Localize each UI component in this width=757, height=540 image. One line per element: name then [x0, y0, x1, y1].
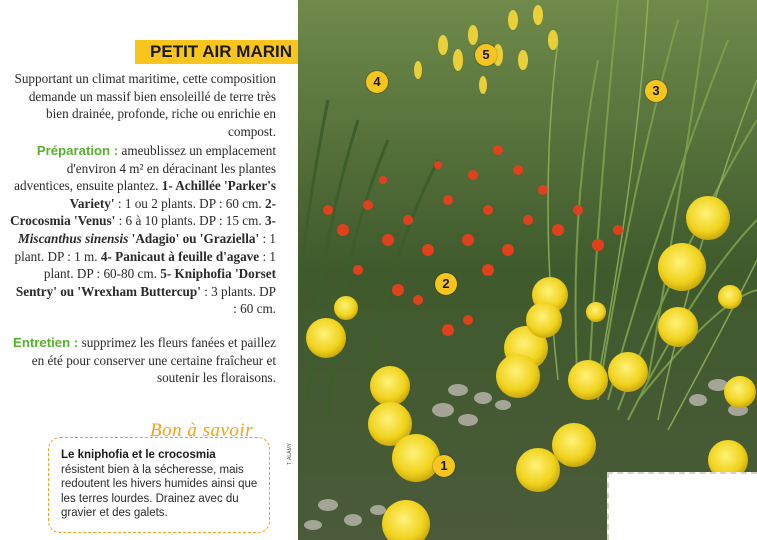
photo-credit: T. ALAMY	[287, 443, 293, 465]
entretien-paragraph	[10, 334, 276, 387]
entretien-text: supprimez les fleurs fanées et paillez en été pour conserver une certaine fraîcheur et soutenir les floraisons.	[31, 335, 276, 386]
page-title: PETIT AIR MARIN	[135, 40, 298, 64]
preparation-paragraph	[10, 142, 276, 318]
plant-3-latin-name: Miscanthus sinensis	[18, 230, 129, 246]
plant-1-details: : 1 ou 2 plants. DP : 60 cm.	[114, 195, 262, 211]
corner-cutout	[607, 472, 757, 540]
marker-3: 3	[645, 80, 667, 102]
plant-5-details: : 3 plants. DP : 60 cm.	[200, 283, 276, 317]
tip-text: résistent bien à la sécheresse, mais redoutent les hivers humides ainsi que les terres lourdes. Drainez avec du gravier et des galets.	[61, 463, 258, 520]
tip-heading: Bon à savoir	[150, 420, 254, 441]
tip-bold-text: Le kniphofia et le crocosmia	[61, 449, 216, 461]
plant-1-name: 1- Achillée 'Parker's Variety'	[69, 178, 276, 211]
plant-2-name: 2- Crocosmia 'Venus'	[10, 195, 276, 229]
intro-paragraph: Supportant un climat maritime, cette composition demande un massif bien ensoleillé de terre très bien drainée, profonde, riche ou enrichie en compost.	[14, 71, 276, 139]
plant-4-name: 4- Panicaut à feuille d'agave	[97, 248, 260, 264]
text-column	[0, 0, 298, 540]
marker-5: 5	[475, 44, 497, 66]
tip-box	[48, 437, 270, 533]
garden-photo	[298, 0, 757, 540]
preparation-label: Préparation :	[36, 143, 119, 158]
marker-1: 1	[433, 455, 455, 477]
plant-5-name: 5- Kniphofia 'Dorset Sentry' ou 'Wrexham Buttercup'	[15, 266, 276, 299]
plant-2-details: : 6 à 10 plants. DP : 15 cm.	[115, 213, 262, 229]
plant-4-details: : 1 plant. DP : 60-80 cm.	[43, 248, 276, 282]
marker-4: 4	[366, 71, 388, 93]
plant-3-number: 3-	[261, 213, 276, 229]
plant-3-cultivars: 'Adagio' ou 'Graziella'	[128, 230, 260, 246]
plant-3-details: : 1 plant. DP : 1 m.	[14, 230, 276, 264]
entretien-label: Entretien :	[13, 335, 79, 350]
preparation-text: ameublissez un emplacement d'environ 4 m² en déracinant les plantes adventices, ensuite plantez.	[14, 143, 276, 194]
marker-2: 2	[435, 273, 457, 295]
